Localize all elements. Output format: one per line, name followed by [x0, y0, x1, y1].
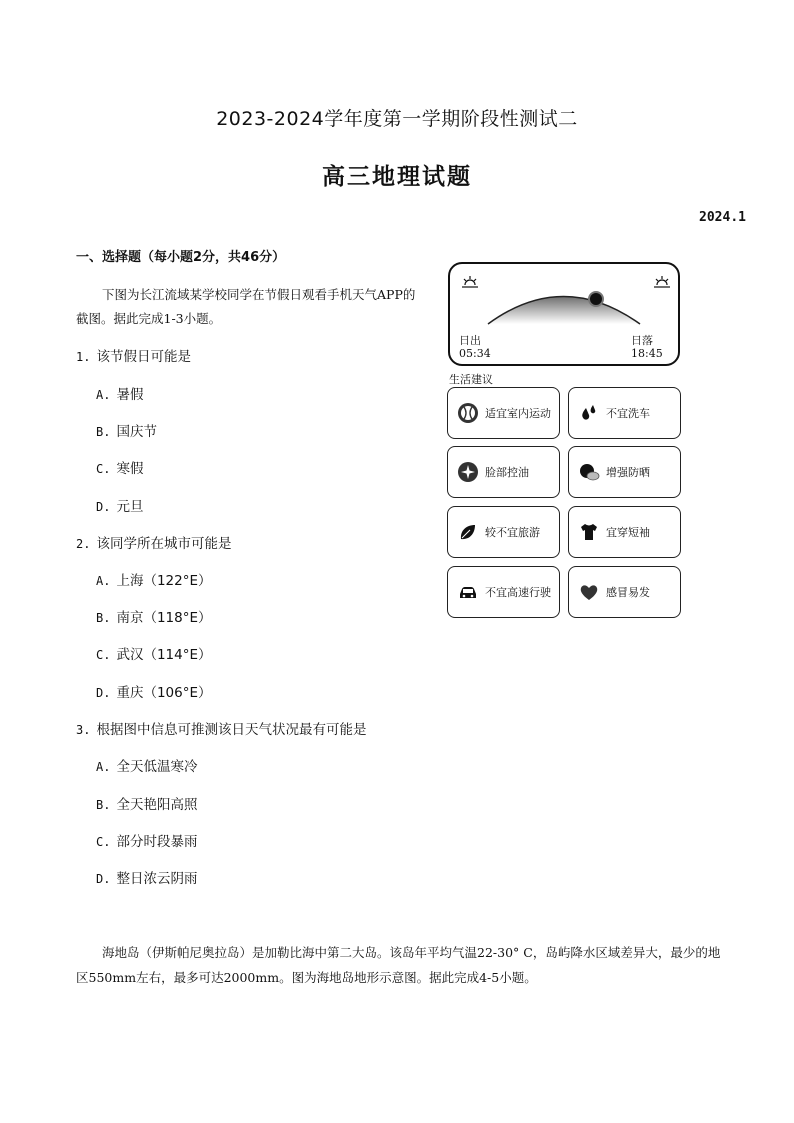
option[interactable] [96, 420, 157, 440]
option[interactable] [96, 755, 197, 775]
sunset-icon [654, 276, 670, 287]
option-label: C. [96, 648, 111, 662]
advice-title: 生活建议 [449, 373, 493, 386]
option[interactable] [96, 793, 197, 813]
section-intro: 下图为长江流域某学校同学在节假日观看手机天气APP的截图。据此完成1-3小题。 [76, 287, 416, 326]
option-label: C. [96, 835, 111, 849]
advice-card[interactable] [447, 506, 560, 558]
option-label: A. [96, 760, 111, 774]
option-label: B. [96, 425, 111, 439]
exam-title: 2023-2024学年度第一学期阶段性测试二 [216, 108, 578, 130]
option[interactable] [96, 643, 212, 663]
advice-text: 不宜高速行驶 [485, 586, 551, 599]
option-label: C. [96, 462, 111, 476]
question-2 [76, 532, 231, 552]
option-text: 重庆（106°E） [116, 685, 212, 701]
drops-icon [578, 402, 600, 424]
sunset-time: 18:45 [631, 347, 663, 360]
question-number: 2. [76, 537, 91, 551]
option-label: D. [96, 872, 111, 886]
section-heading: 一、选择题（每小题2分，共46分） [76, 250, 286, 265]
question-1 [76, 345, 191, 365]
advice-text: 适宜室内运动 [485, 407, 551, 420]
option-label: D. [96, 500, 111, 514]
option-text: 武汉（114°E） [116, 647, 212, 663]
option-text: 寒假 [116, 461, 144, 477]
exam-date: 2024.1 [699, 210, 746, 225]
question-text: 根据图中信息可推测该日天气状况最有可能是 [96, 722, 367, 738]
option-label: D. [96, 686, 111, 700]
advice-text: 不宜洗车 [606, 407, 650, 420]
option[interactable] [96, 681, 212, 701]
option[interactable] [96, 383, 143, 403]
advice-card[interactable] [568, 387, 681, 439]
sun-cloud-icon [578, 461, 600, 483]
option-label: B. [96, 611, 111, 625]
option-text: 整日浓云阴雨 [116, 871, 198, 887]
car-icon [457, 581, 479, 603]
option-label: B. [96, 798, 111, 812]
advice-card[interactable] [447, 446, 560, 498]
option-text: 全天低温寒冷 [116, 759, 198, 775]
ball-icon [457, 402, 479, 424]
sunrise-label: 日出 [459, 334, 481, 347]
sunrise-time: 05:34 [459, 347, 491, 360]
option[interactable] [96, 457, 143, 477]
option-text: 暑假 [116, 387, 144, 403]
option[interactable] [96, 569, 212, 589]
option[interactable] [96, 495, 143, 515]
question-text: 该节假日可能是 [96, 349, 191, 365]
option-text: 上海（122°E） [116, 573, 212, 589]
option-text: 元旦 [116, 499, 144, 515]
advice-text: 脸部控油 [485, 466, 529, 479]
advice-card[interactable] [568, 446, 681, 498]
option-text: 部分时段暴雨 [116, 834, 198, 850]
advice-card[interactable] [447, 566, 560, 618]
heart-icon [578, 581, 600, 603]
sunset-label: 日落 [631, 334, 653, 347]
leaf-icon [457, 521, 479, 543]
advice-card[interactable] [568, 566, 681, 618]
sparkle-icon [457, 461, 479, 483]
advice-text: 增强防晒 [606, 466, 650, 479]
advice-text: 较不宜旅游 [485, 526, 540, 539]
option-label: A. [96, 388, 111, 402]
question-3 [76, 718, 366, 738]
option-label: A. [96, 574, 111, 588]
tshirt-icon [578, 521, 600, 543]
advice-card[interactable] [447, 387, 560, 439]
sunrise-icon [462, 276, 478, 287]
option-text: 国庆节 [116, 424, 157, 440]
advice-text: 感冒易发 [606, 586, 650, 599]
option[interactable] [96, 830, 197, 850]
advice-text: 宜穿短袖 [606, 526, 650, 539]
option[interactable] [96, 867, 197, 887]
section-2-intro: 海地岛（伊斯帕尼奥拉岛）是加勒比海中第二大岛。该岛年平均气温22-30° C，岛屿降水区域差异大，最少的地区550mm左右，最多可达2000mm。图为海地岛地形示意图。据此完成4-5小题。 [76, 945, 721, 985]
option-text: 南京（118°E） [116, 610, 212, 626]
option-text: 全天艳阳高照 [116, 797, 198, 813]
exam-subtitle: 高三地理试题 [322, 164, 472, 190]
advice-card[interactable] [568, 506, 681, 558]
option[interactable] [96, 606, 212, 626]
question-number: 1. [76, 350, 91, 364]
sun-path-panel [448, 262, 680, 366]
sun-position-dot [589, 292, 603, 306]
question-text: 该同学所在城市可能是 [96, 536, 232, 552]
question-number: 3. [76, 723, 91, 737]
